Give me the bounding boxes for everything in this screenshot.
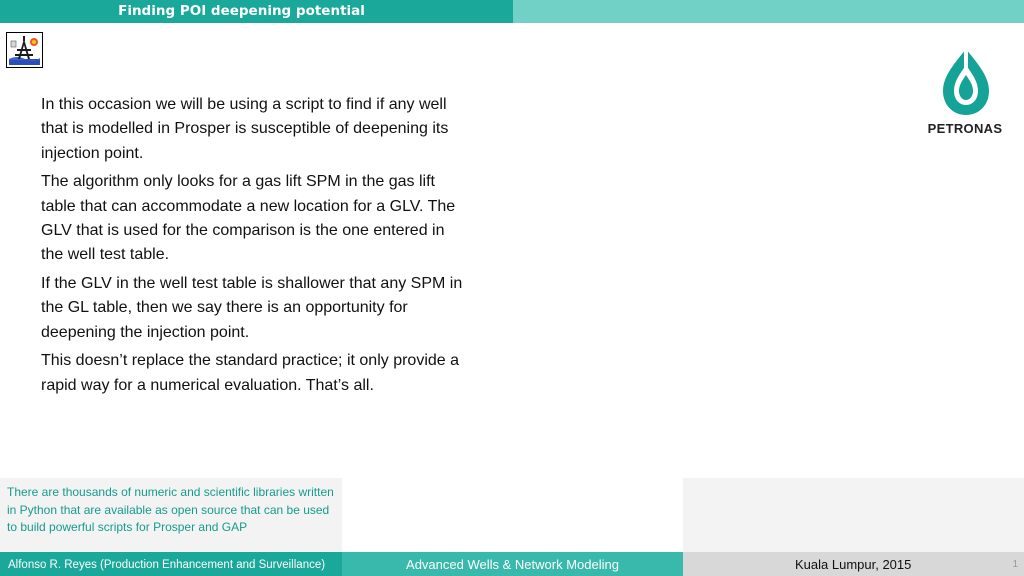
petronas-logo — [915, 47, 1015, 142]
footer-course: Advanced Wells & Network Modeling — [406, 557, 619, 572]
footer-author: Alfonso R. Reyes (Production Enhancement and Surveillance) — [8, 559, 326, 571]
note-text: There are thousands of numeric and scientific libraries written in Python that are available as open source that can be used to build powerful scripts for Prosper and GAP — [7, 485, 334, 534]
footer-location: Kuala Lumpur, 2015 — [795, 557, 912, 572]
header-bar-accent — [513, 0, 1024, 23]
petronas-logo-icon — [939, 47, 993, 117]
oil-derrick-icon — [7, 33, 42, 67]
right-panel — [683, 478, 1024, 552]
logo-wordmark: PETRONAS — [927, 121, 1003, 136]
paragraph: This doesn’t replace the standard practice; it only provide a rapid way for a numerical evaluation. That’s all. — [41, 352, 460, 394]
body-text — [41, 93, 469, 403]
page-number: 1 — [1012, 559, 1018, 570]
slide-title: Finding POI deepening potential — [118, 3, 365, 19]
paragraph: If the GLV in the well test table is shallower that any SPM in the GL table, then we say there is an opportunity for deepening the injection point. — [41, 275, 463, 341]
paragraph: The algorithm only looks for a gas lift SPM in the gas lift table that can accommodate a new location for a GLV. The GLV that is used for the comparison is the one entered in the well test table. — [41, 173, 456, 264]
paragraph: In this occasion we will be using a script to find if any well that is modelled in Prosper is susceptible of deepening its injection point. — [41, 96, 449, 162]
prosper-app-icon[interactable] — [6, 32, 43, 68]
